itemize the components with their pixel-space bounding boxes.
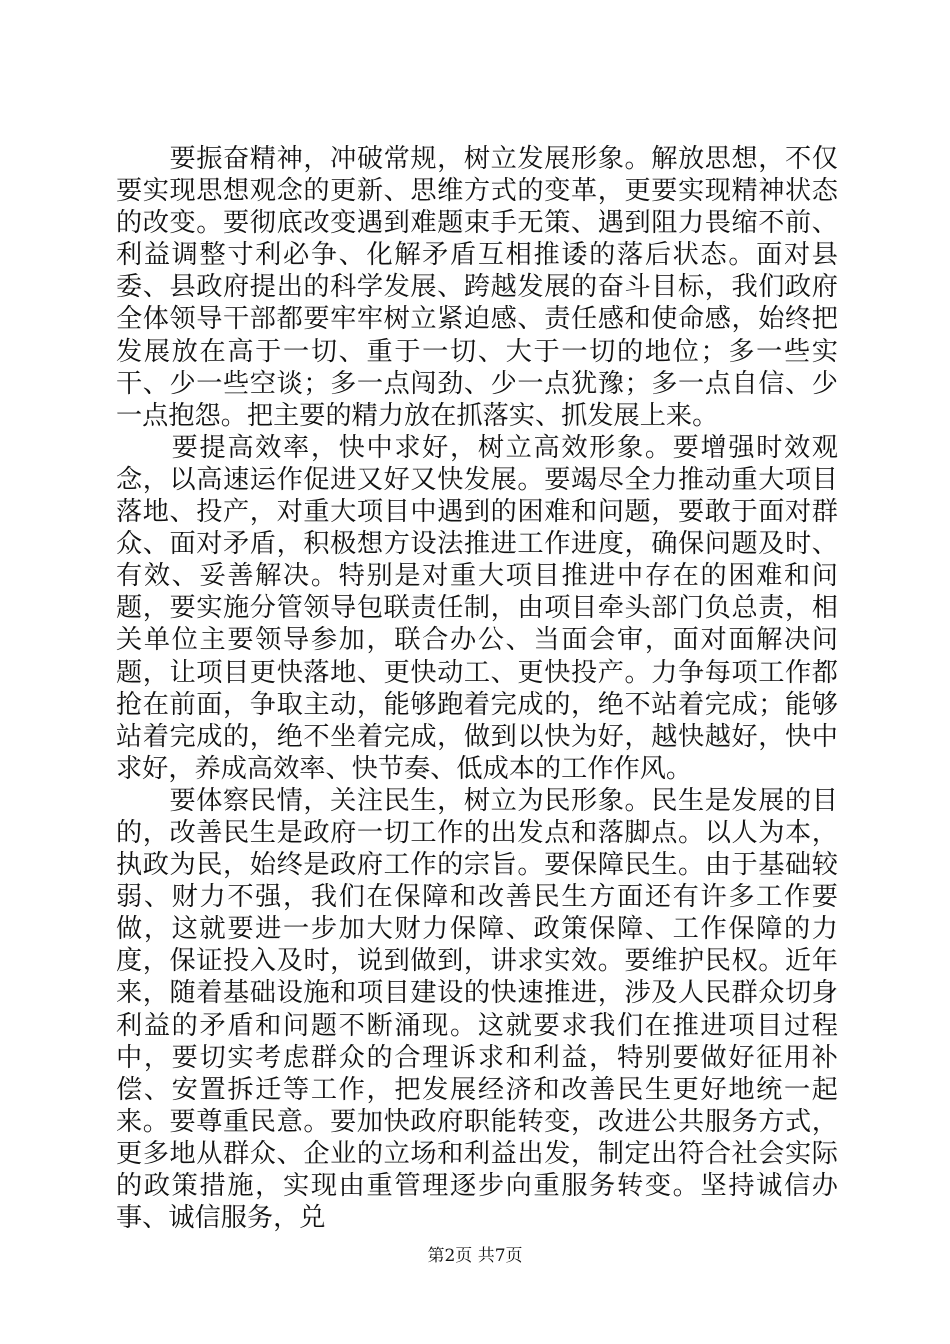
document-body (116, 143, 838, 1234)
paragraph-efficiency-image: 要提高效率，快中求好，树立高效形象。要增强时效观念，以高速运作促进又好又快发展。要竭尽全力推动重大项目落地、投产，对重大项目中遇到的困难和问题，要敢于面对群众、面对矛盾，积极想方设法推进工作进度，确保问题及时、有效、妥善解决。特别是对重大项目推进中存在的困难和问题，要实施分管领导包联责任制，由项目牵头部门负总责，相关单位主要领导参加，联合办公、当面会审，面对面解决问题，让项目更快落地、更快动工、更快投产。力争每项工作都抢在前面，争取主动，能够跑着完成的，绝不站着完成；能够站着完成的，绝不坐着完成，做到以快为好，越快越好，快中求好，养成高效率、快节奏、低成本的工作作风。 (116, 432, 838, 784)
paragraph-development-image: 要振奋精神，冲破常规，树立发展形象。解放思想，不仅要实现思想观念的更新、思维方式的变革，更要实现精神状态的改变。要彻底改变遇到难题束手无策、遇到阻力畏缩不前、利益调整寸利必争、化解矛盾互相推诿的落后状态。面对县委、县政府提出的科学发展、跨越发展的奋斗目标，我们政府全体领导干部都要牢牢树立紧迫感、责任感和使命感，始终把发展放在高于一切、重于一切、大于一切的地位；多一些实干、少一些空谈；多一点闯劲、少一点犹豫；多一点自信、少一点抱怨。把主要的精力放在抓落实、抓发展上来。 (116, 144, 838, 431)
page-footer: 第2页 共7页 (427, 1246, 523, 1266)
paragraph-people-image: 要体察民情，关注民生，树立为民形象。民生是发展的目的，改善民生是政府一切工作的出发点和落脚点。以人为本，执政为民，始终是政府工作的宗旨。要保障民生。由于基础较弱、财力不强，我们在保障和改善民生方面还有许多工作要做，这就要进一步加大财力保障、政策保障、工作保障的力度，保证投入及时，说到做到，讲求实效。要维护民权。近年来，随着基础设施和项目建设的快速推进，涉及人民群众切身利益的矛盾和问题不断涌现。这就要求我们在推进项目过程中，要切实考虑群众的合理诉求和利益，特别要做好征用补偿、安置拆迁等工作，把发展经济和改善民生更好地统一起来。要尊重民意。要加快政府职能转变，改进公共服务方式，更多地从群众、企业的立场和利益出发，制定出符合社会实际的政策措施，实现由重管理逐步向重服务转变。坚持诚信办事、诚信服务，兑 (116, 785, 838, 1234)
